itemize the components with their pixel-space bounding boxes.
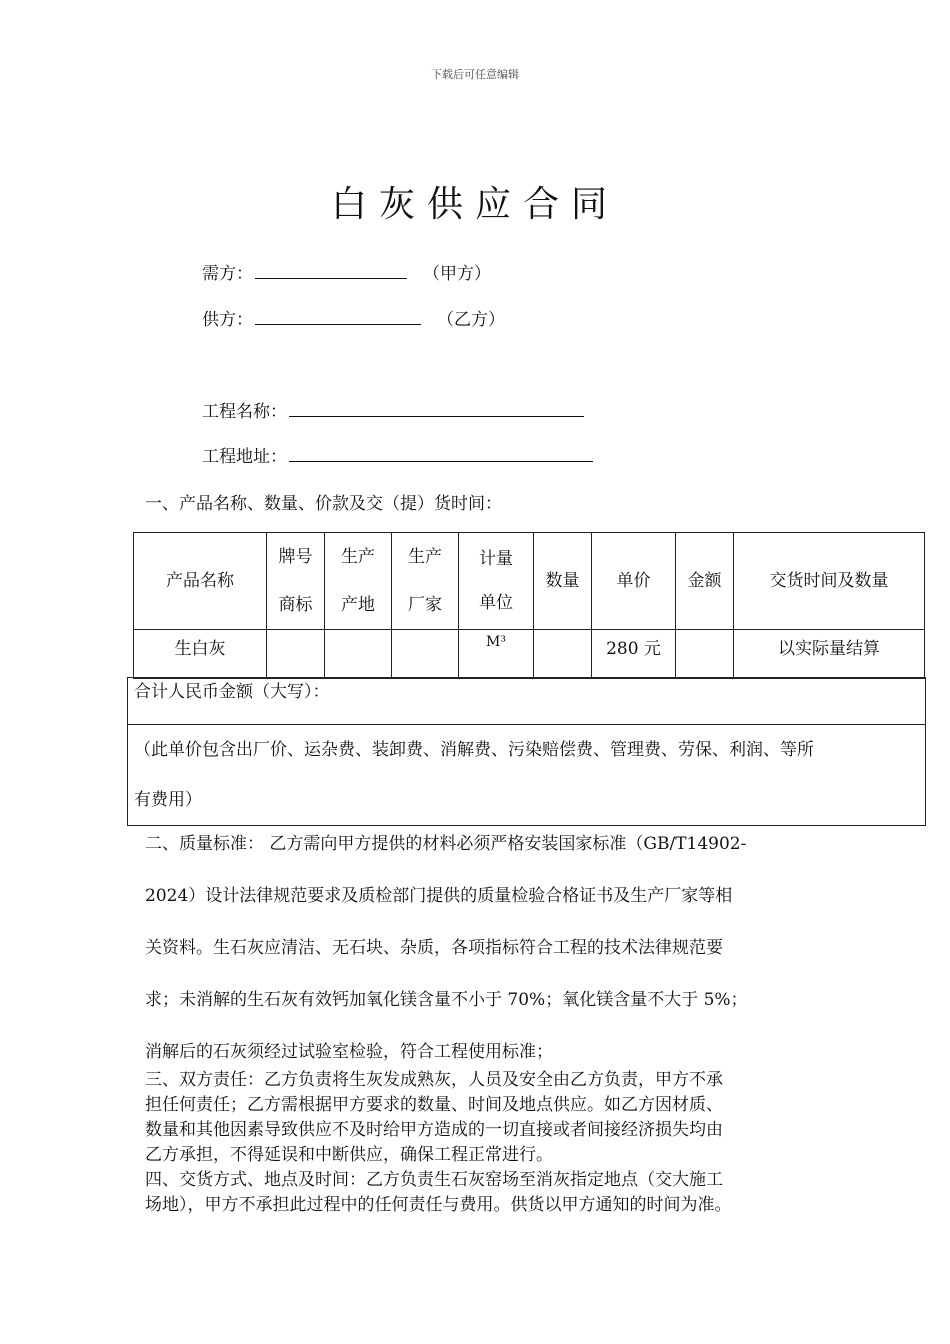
paragraph-line: 四、交货方式、地点及时间：乙方负责生石灰窑场至消灰指定地点（交大施工 [145,1170,723,1190]
table-cell[interactable] [267,630,325,679]
section1-heading: 一、产品名称、数量、价款及交（提）货时间： [145,494,502,514]
table-header-cell: 单价 [592,533,676,630]
price-note [128,725,925,825]
project-name-blank[interactable] [289,398,584,417]
contract-title: 白灰供应合同 [330,184,619,225]
section3-4-responsibilities [145,1068,810,1218]
paragraph-line: 关资料。生石灰应清洁、无石块、杂质，各项指标符合工程的技术法律规范要 [145,938,723,958]
table-header-cell: 生产 产地 [325,533,392,630]
paragraph-line: 2024）设计法律规范要求及质检部门提供的质量检验合格证书及生产厂家等相 [145,886,733,906]
table-cell[interactable] [534,630,592,679]
table-cell[interactable] [325,630,392,679]
table-row [134,630,925,679]
table-header-cell: 计量 单位 [459,533,534,630]
supply-blank[interactable] [255,306,421,325]
table-header-cell: 生产 厂家 [392,533,459,630]
demand-label: 需方： [202,264,253,284]
demand-party-line [202,260,491,286]
paragraph-line: 担任何责任；乙方需根据甲方要求的数量、时间及地点供应。如乙方因材质、 [145,1095,723,1115]
table-header-cell: 产品名称 [134,533,267,630]
table-cell: 280 元 [592,630,676,679]
table-cell: 生白灰 [134,630,267,679]
demand-blank[interactable] [255,260,407,279]
project-address-label: 工程地址： [202,447,287,467]
price-note-line: 有费用） [134,790,202,810]
supply-suffix: （乙方） [437,310,505,330]
table-cell: M³ [459,630,534,679]
table-cell: 以实际量结算 [734,630,925,679]
paragraph-line: 求；未消解的生石灰有效钙加氧化镁含量不小于 70%；氧化镁含量不大于 5%； [145,990,748,1010]
supply-label: 供方： [202,310,253,330]
product-table [133,532,925,679]
demand-suffix: （甲方） [423,264,491,284]
paragraph-line: 消解后的石灰须经过试验室检验，符合工程使用标准； [145,1042,553,1062]
paragraph-line: 三、双方责任：乙方负责将生灰发成熟灰，人员及安全由乙方负责，甲方不承 [145,1070,723,1090]
project-address-blank[interactable] [289,443,593,462]
table-header-cell: 金额 [676,533,734,630]
table-header-cell: 交货时间及数量 [734,533,925,630]
table-cell[interactable] [676,630,734,679]
total-amount-box [127,677,926,826]
price-note-line: （此单价包含出厂价、运杂费、装卸费、消解费、污染赔偿费、管理费、劳保、利润、等所 [134,740,814,760]
section2-quality-standard [145,818,810,1078]
table-header-cell: 牌号 商标 [267,533,325,630]
table-header-cell: 数量 [534,533,592,630]
paragraph-line: 场地），甲方不承担此过程中的任何责任与费用。供货以甲方通知的时间为准。 [145,1195,732,1215]
table-cell[interactable] [392,630,459,679]
project-name-line [202,398,590,424]
paragraph-line: 二、质量标准： 乙方需向甲方提供的材料必须严格安装国家标准（GB/T14902- [145,834,747,854]
project-address-line [202,443,599,469]
project-name-label: 工程名称： [202,402,287,422]
header-note: 下载后可任意编辑 [431,68,519,81]
paragraph-line: 乙方承担，不得延误和中断供应，确保工程正常进行。 [145,1145,553,1165]
supply-party-line [202,306,505,332]
paragraph-line: 数量和其他因素导致供应不及时给甲方造成的一切直接或者间接经济损失均由 [145,1120,723,1140]
table-header-row [134,533,925,630]
total-amount-label[interactable]: 合计人民币金额（大写）： [128,678,925,725]
